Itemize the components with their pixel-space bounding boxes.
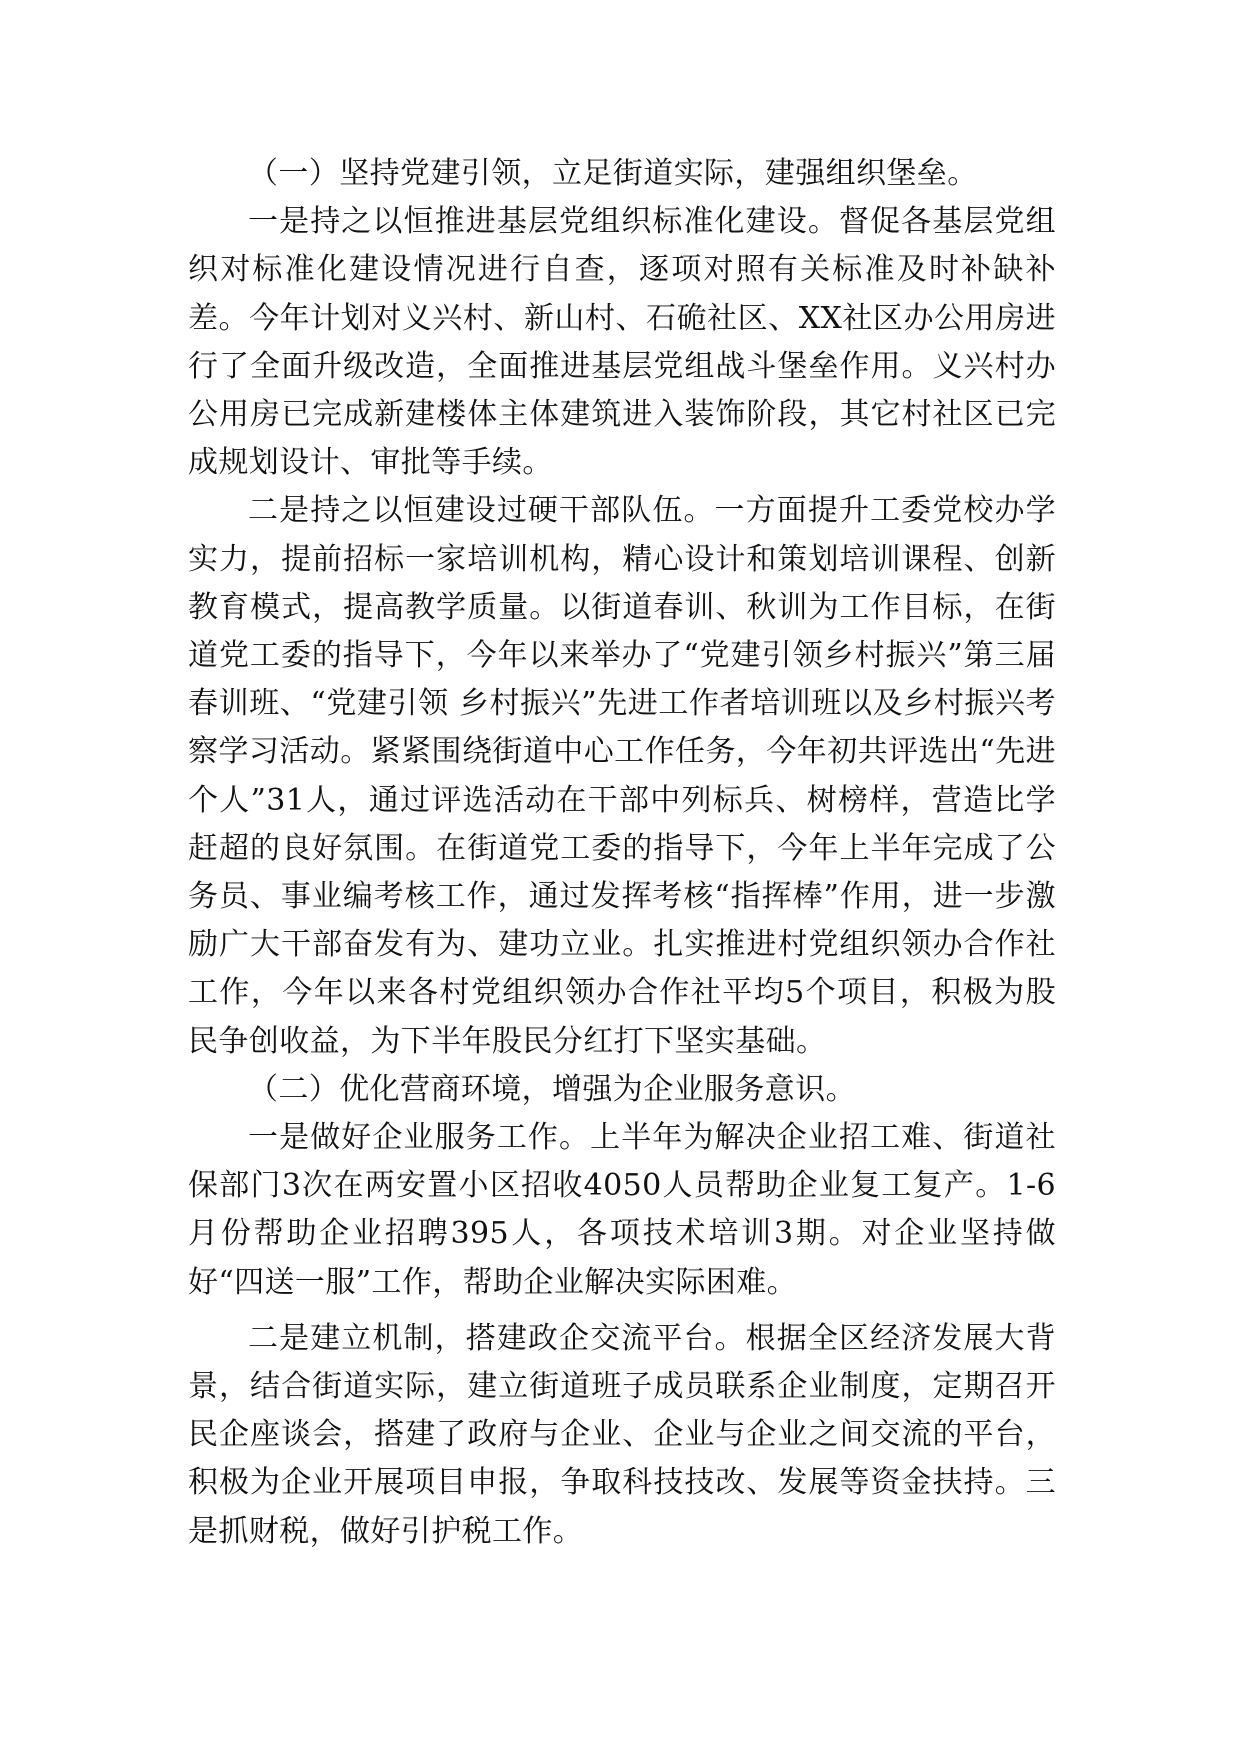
document-body xyxy=(188,150,1056,1556)
paragraph-enterprise-service: 一是做好企业服务工作。上半年为解决企业招工难、街道社保部门3次在两安置小区招收4050人员帮助企业复工复产。1-6月份帮助企业招聘395人，各项技术培训3期。对企业坚持做好“四送一服”工作，帮助企业解决实际困难。 xyxy=(188,1120,1056,1300)
paragraph-mechanism-platform: 二是建立机制，搭建政企交流平台。根据全区经济发展大背景，结合街道实际，建立街道班子成员联系企业制度，定期召开民企座谈会，搭建了政府与企业、企业与企业之间交流的平台，积极为企业开展项目申报，争取科技技改、发展等资金扶持。三是抓财税，做好引护税工作。 xyxy=(188,1320,1056,1549)
section-heading-1: （一）坚持党建引领，立足街道实际，建强组织堡垒。 xyxy=(248,156,978,191)
paragraph-cadre-team: 二是持之以恒建设过硬干部队伍。一方面提升工委党校办学实力，提前招标一家培训机构，精心设计和策划培训课程、创新教育模式，提高教学质量。以街道春训、秋训为工作目标，在街道党工委的指导下，今年以来举办了“党建引领乡村振兴”第三届春训班、“党建引领 乡村振兴”先进工作者培训班以及乡村振兴考察学习活动。紧紧围绕街道中心工作任务，今年初共评选出“先进个人”31人，通过评选活动在干部中列标兵、树榜样，营造比学赶超的良好氛围。在街道党工委的指导下，今年上半年完成了公务员、事业编考核工作，通过发挥考核“指挥棒”作用，进一步激励广大干部奋发有为、建功立业。扎实推进村党组织领办合作社工作，今年以来各村党组织领办合作社平均5个项目，积极为股民争创收益，为下半年股民分红打下坚实基础。 xyxy=(188,493,1056,1059)
section-heading-2: （二）优化营商环境，增强为企业服务意识。 xyxy=(248,1071,856,1107)
paragraph-standardization: 一是持之以恒推进基层党组织标准化建设。督促各基层党组织对标准化建设情况进行自查，逐项对照有关标准及时补缺补差。今年计划对义兴村、新山村、石硊社区、XX社区办公用房进行了全面升级改造，全面推进基层党组战斗堡垒作用。义兴村办公用房已完成新建楼体主体建筑进入装饰阶段，其它村社区已完成规划设计、审批等手续。 xyxy=(188,204,1056,481)
